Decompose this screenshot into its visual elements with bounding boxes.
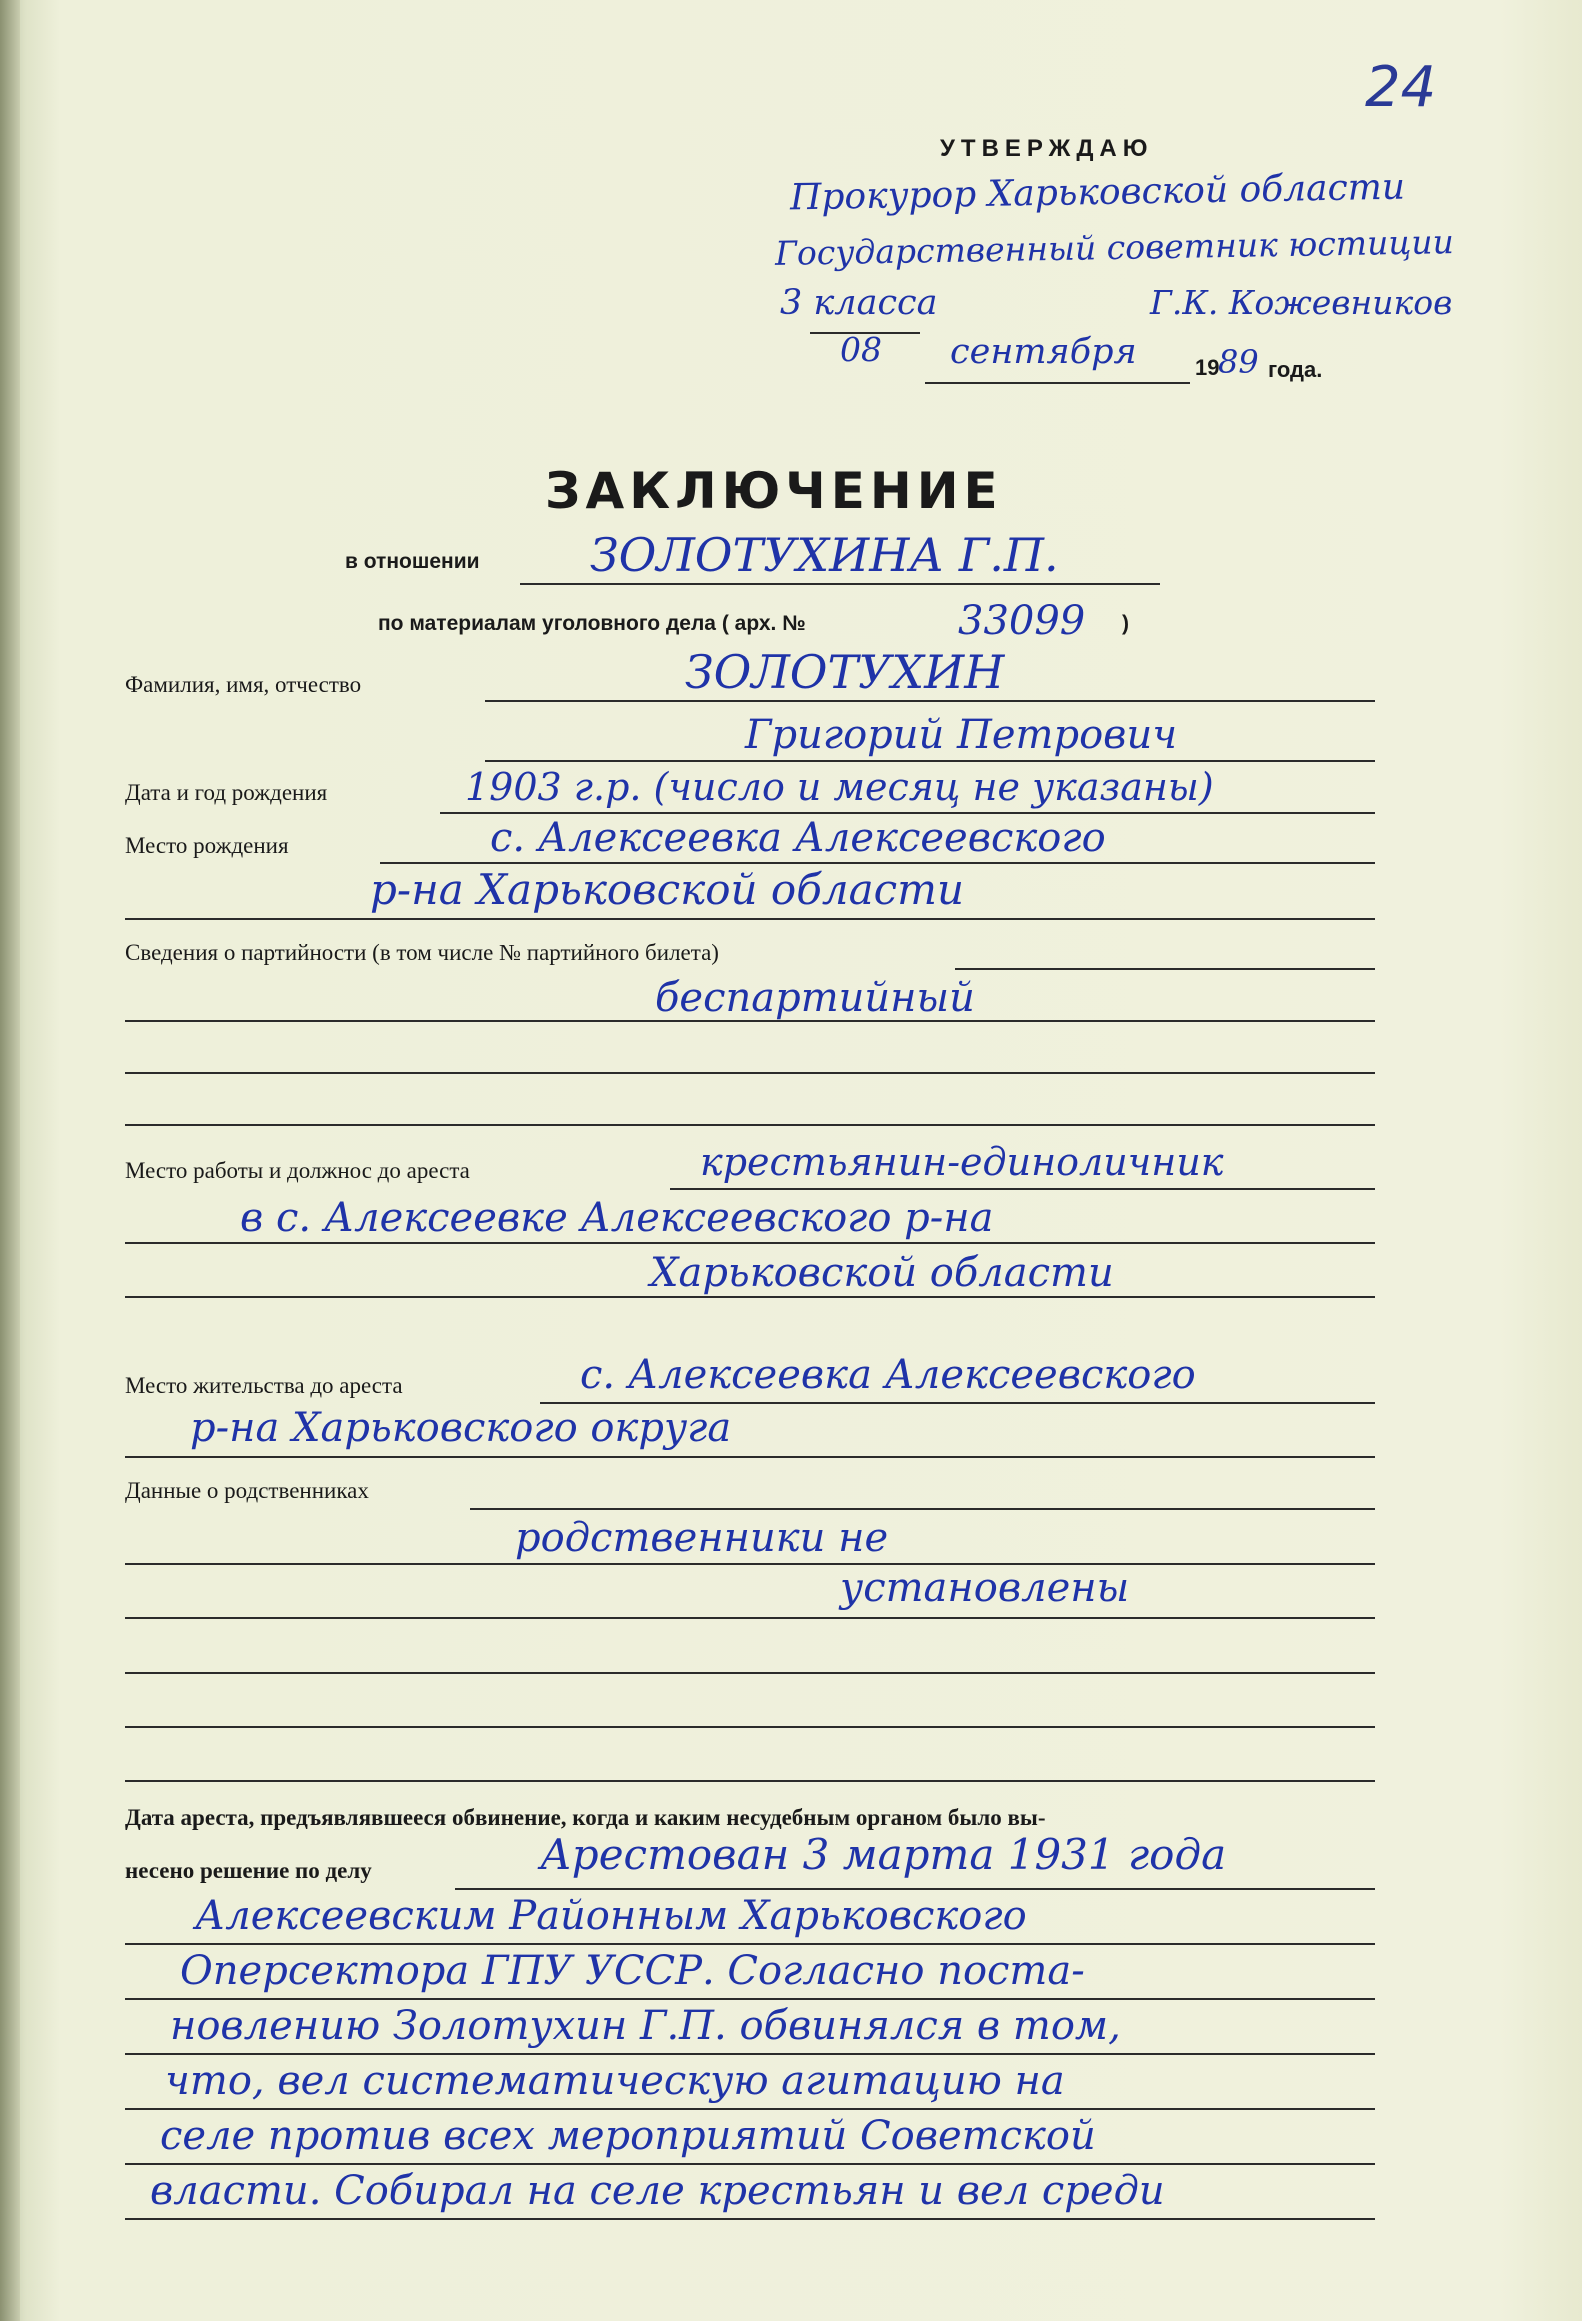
arrest-line-6 <box>125 2163 1375 2165</box>
arrest-line-2 <box>125 1943 1375 1945</box>
relatives-line-1 <box>470 1508 1375 1510</box>
work-value-1: крестьянин-единоличник <box>700 1140 1224 1184</box>
arrest-line-7 <box>125 2218 1375 2220</box>
fio-line-2 <box>485 760 1375 762</box>
party-label: Сведения о партийности (в том числе № партийного билета) <box>125 940 719 965</box>
approval-date-month: сентября <box>950 332 1137 372</box>
approval-year-word: года. <box>1268 357 1323 382</box>
fio-value-1: ЗОЛОТУХИН <box>685 645 1005 699</box>
case-label: по материалам уголовного дела ( арх. № <box>378 612 806 635</box>
birth-place-value-1: с. Алексеевка Алексеевского <box>490 815 1106 861</box>
in-respect-value: ЗОЛОТУХИНА Г.П. <box>590 528 1059 582</box>
arrest-label-2: несено решение по делу <box>125 1858 372 1883</box>
relatives-label: Данные о родственниках <box>125 1478 369 1503</box>
arrest-label-1: Дата ареста, предъявлявшееся обвинение, когда и каким несудебным органом было вы- <box>125 1805 1046 1830</box>
arrest-text-1: Арестован 3 марта 1931 года <box>540 1830 1227 1879</box>
relatives-line-2 <box>125 1563 1375 1565</box>
date-month-line <box>925 382 1190 384</box>
party-line-3 <box>125 1072 1375 1074</box>
in-respect-line <box>520 583 1160 585</box>
arrest-line-4 <box>125 2053 1375 2055</box>
relatives-value-1: родственники не <box>515 1515 889 1561</box>
party-value: беспартийный <box>655 975 975 1021</box>
in-respect-label: в отношении <box>345 550 480 573</box>
approval-line-2: Государственный советник юстиции <box>774 222 1455 273</box>
birth-date-label: Дата и год рождения <box>125 780 328 805</box>
residence-line-2 <box>125 1456 1375 1458</box>
work-line-1 <box>670 1188 1375 1190</box>
birth-place-value-2: р-на Харьковской области <box>370 865 965 914</box>
birth-date-value: 1903 г.р. (число и месяц не указаны) <box>465 765 1214 809</box>
arrest-line-3 <box>125 1998 1375 2000</box>
arrest-text-7: власти. Собирал на селе крестьян и вел среди <box>150 2168 1165 2214</box>
approval-line-3: 3 класса <box>780 283 938 323</box>
arrest-text-4: новлению Золотухин Г.П. обвинялся в том, <box>170 2003 1121 2049</box>
work-value-2: в с. Алексеевке Алексеевского р-на <box>240 1195 994 1241</box>
relatives-line-6 <box>125 1780 1375 1782</box>
arrest-text-6: селе против всех мероприятий Советской <box>160 2113 1096 2159</box>
approval-year-suffix: 89 <box>1218 343 1259 381</box>
relatives-value-2: установлены <box>840 1565 1130 1611</box>
birth-place-line-1 <box>380 862 1375 864</box>
residence-value-1: с. Алексеевка Алексеевского <box>580 1352 1196 1398</box>
arrest-text-5: что, вел систематическую агитацию на <box>165 2058 1065 2104</box>
case-close: ) <box>1122 612 1129 635</box>
fio-line-1 <box>485 700 1375 702</box>
approval-year-prefix: 19 <box>1195 355 1220 380</box>
case-number: 33099 <box>958 598 1086 644</box>
approval-signer: Г.К. Кожевников <box>1150 283 1453 322</box>
work-line-2 <box>125 1242 1375 1244</box>
birth-date-line <box>440 812 1375 814</box>
residence-line-1 <box>540 1402 1375 1404</box>
relatives-line-3 <box>125 1617 1375 1619</box>
document-title: ЗАКЛЮЧЕНИЕ <box>545 462 1003 520</box>
arrest-line-5 <box>125 2108 1375 2110</box>
approval-line-1: Прокурор Харьковской области <box>789 166 1406 219</box>
page-number: 24 <box>1365 55 1437 120</box>
approval-date-day: 08 <box>840 330 882 369</box>
party-line-1 <box>955 968 1375 970</box>
fio-label: Фамилия, имя, отчество <box>125 672 362 697</box>
relatives-line-4 <box>125 1672 1375 1674</box>
party-line-4 <box>125 1124 1375 1126</box>
approval-heading: УТВЕРЖДАЮ <box>940 135 1154 162</box>
work-line-3 <box>125 1296 1375 1298</box>
residence-value-2: р-на Харьковского округа <box>190 1405 732 1451</box>
arrest-text-2: Алексеевским Районным Харьковского <box>195 1893 1027 1939</box>
residence-label: Место жительства до ареста <box>125 1373 403 1398</box>
arrest-line-1 <box>455 1888 1375 1890</box>
work-label: Место работы и должнос до ареста <box>125 1158 470 1183</box>
birth-place-label: Место рождения <box>125 833 289 858</box>
work-value-3: Харьковской области <box>650 1250 1114 1296</box>
relatives-line-5 <box>125 1726 1375 1728</box>
fio-value-2: Григорий Петрович <box>745 712 1178 758</box>
arrest-text-3: Оперсектора ГПУ УССР. Согласно поста- <box>180 1948 1085 1994</box>
birth-place-line-2 <box>125 918 1375 920</box>
page-binding-edge <box>0 0 20 2321</box>
